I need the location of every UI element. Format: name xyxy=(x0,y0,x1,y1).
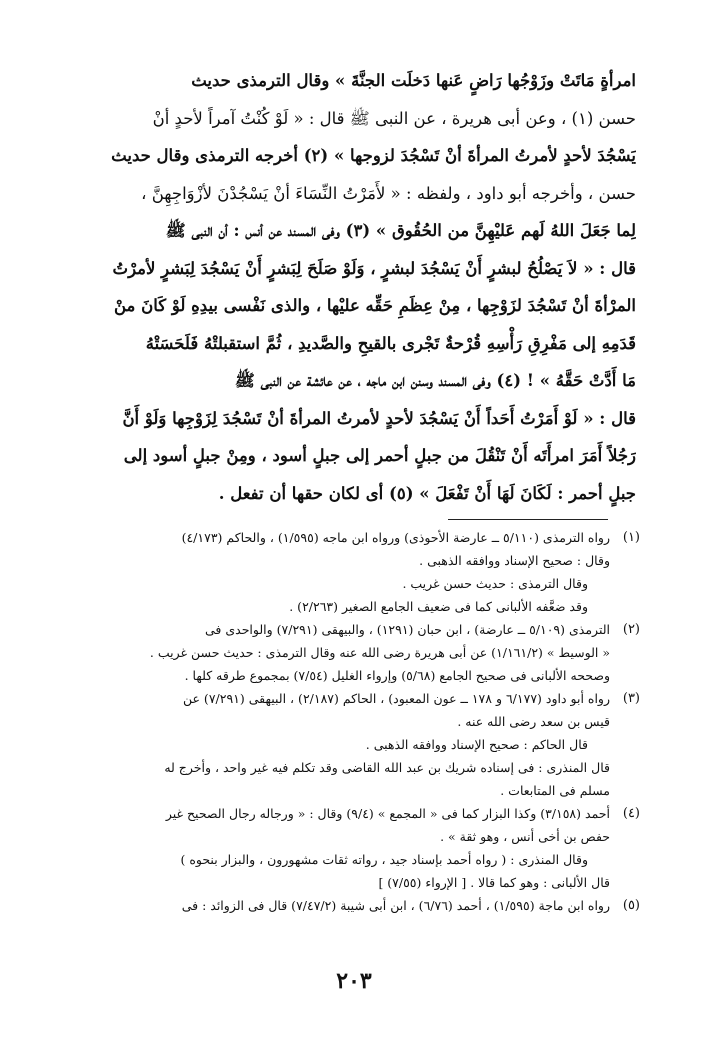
text-line: لِما جَعَلَ اللهُ لَهم عَليْهِنَّ من الحُقُوق » (٣) وفى المسند عن أنس : أن النبى ﷺ xyxy=(165,221,636,240)
footnote-line: أحمد (٣/١٥٨) وكذا البزار كما فى « المجمع » (٩/٤) وقال : « ورجاله رجال الصحيح غير xyxy=(165,806,610,821)
footnote-line: وقال : صحيح الإسناد ووافقه الذهبى . xyxy=(419,553,610,568)
text-line: يَسْجُدَ لأحدٍ لأمرتُ المرأةَ أنْ تَسْجُدَ لزوجها » (٢) أخرجه الترمذى وقال حديث xyxy=(111,146,636,165)
footnote-line: حفص بن أخى أنس ، وهو ثقة » . xyxy=(440,829,610,844)
footnote-number: (٥) xyxy=(622,898,640,913)
footnote xyxy=(60,894,640,917)
footnote-line: قال الألبانى : وهو كما قالا . [ الإرواء (٧/٥٥) ] xyxy=(378,875,610,890)
text-line: قَدَمِهِ إلى مَفْرِقِ رَأْسِهِ قُرْحةٌ تَجْرى بالقيحِ والصَّديدِ ، ثُمَّ استقبلتْهُ فَلَحَسَتْهُ xyxy=(145,333,636,353)
footnote-line: وقد ضعَّفه الألبانى كما فى ضعيف الجامع الصغير (٢/٢٦٣) . xyxy=(289,599,588,614)
footnote-line: مسلم فى المتابعات . xyxy=(500,783,610,798)
footnote xyxy=(60,526,640,618)
text-line: قال : « لَوْ أَمَرْتُ أَحَداً أَنْ يَسْجُدَ لأحدٍ لأمرتُ المرأةَ أنْ تَسْجُدَ لِزَوْجِها وَلَوْ أَنَّ xyxy=(122,408,636,428)
footnote-line: « الوسيط » (١/١٦١/٢) عن أبى هريرة رضى الله عنه وقال الترمذى : حديث حسن غريب . xyxy=(149,645,610,660)
footnote-number: (٣) xyxy=(622,691,640,706)
footnote-line: وقال الترمذى : حديث حسن غريب . xyxy=(402,576,588,591)
footnote-line: وقال المنذرى : ( رواه أحمد بإسناد جيد ، رواته ثقات مشهورون ، والبزار بنحوه ) xyxy=(180,852,588,867)
text-line: امرأةٍ مَاتَتْ وزَوْجُها رَاضٍ عَنها دَخلَت الجنَّةَ » وقال الترمذى حديث xyxy=(191,71,636,90)
footnotes xyxy=(60,526,640,917)
text-line: رَجُلاً أَمَرَ امرأَتَه أَنْ تَنْقُلَ من جبلٍ أحمر إلى جبلٍ أسود ، ومِنْ جبلٍ أسود إلى xyxy=(123,446,636,465)
footnote-number: (١) xyxy=(622,530,640,545)
footnote-line: الترمذى (٥/١٠٩ ــ عارضة) ، ابن حبان (١٢٩١) ، والبيهقى (٧/٢٩١) والواحدى فى xyxy=(204,622,610,637)
footnote-number: (٢) xyxy=(622,622,640,637)
footnote-line: رواه أبو داود (٦/١٧٧ و ١٧٨ ــ عون المعبود) ، الحاكم (٢/١٨٧) ، البيهقى (٧/٢٩١) عن xyxy=(182,691,610,706)
page-number: ٢٠٣ xyxy=(336,968,372,994)
footnote xyxy=(60,687,640,802)
text-line: حسن (١) ، وعن أبى هريرة ، عن النبى ﷺ قال : « لَوْ كُنْتُ آمراً لأحدٍ أنْ xyxy=(152,108,636,128)
footnote xyxy=(60,618,640,687)
footnote xyxy=(60,802,640,894)
main-text xyxy=(88,62,636,512)
footnote-line: قال الحاكم : صحيح الإسناد ووافقه الذهبى . xyxy=(365,737,588,752)
text-line: قال : « لاَ يَصْلُحُ لبشرٍ أَنْ يَسْجُدَ لبشرٍ ، وَلَوْ صَلَحَ لِبَشرٍ أَنْ يَسْجُدَ لِبَشرٍ لأمرْتُ xyxy=(112,258,636,278)
footnote-number: (٤) xyxy=(622,806,640,821)
footnote-line: رواه ابن ماجة (١/٥٩٥) ، أحمد (٦/٧٦) ، ابن أبى شيبة (٧/٤٧/٢) قال فى الزوائد : فى xyxy=(181,898,610,913)
text-line: حسن ، وأخرجه أبو داود ، ولفظه : « لأَمَرْتُ النِّسَاءَ أنْ يَسْجُدْنَ لأزْوَاجِهِنَّ ، xyxy=(141,183,636,203)
text-line: المرْأةَ أنْ تَسْجُدَ لزَوْجِها ، مِنْ عِظَمِ حَقِّه عليْها ، والذى نَفْسى بيدِهِ لَوْ كَانَ منْ xyxy=(113,296,636,315)
footnote-separator xyxy=(448,519,608,520)
footnote-line: قال المنذرى : فى إسناده شريك بن عبد الله القاضى وقد تكلم فيه غير واحد ، وأخرج له xyxy=(164,760,610,775)
footnote-line: وصححه الألبانى فى صحيح الجامع (٥/٦٨) وإرواء الغليل (٧/٥٤) بمجموع طرقه كلها . xyxy=(184,668,610,683)
text-line: مَا أَدَّتْ حَقَّهُ » ! (٤) وفى المسند وسنن ابن ماجه ، عن عائشة عن النبى ﷺ xyxy=(234,371,636,390)
footnote-line: قيس بن سعد رضى الله عنه . xyxy=(457,714,610,729)
footnote-line: رواه الترمذى (٥/١١٠ ــ عارضة الأحوذى) ورواه ابن ماجه (١/٥٩٥) ، والحاكم (٤/١٧٣) xyxy=(181,530,610,545)
text-line: جبلٍ أحمر : لَكَانَ لَهَا أَنْ تَفْعَلَ » (٥) أى لكان حقها أن تفعل . xyxy=(218,483,636,503)
